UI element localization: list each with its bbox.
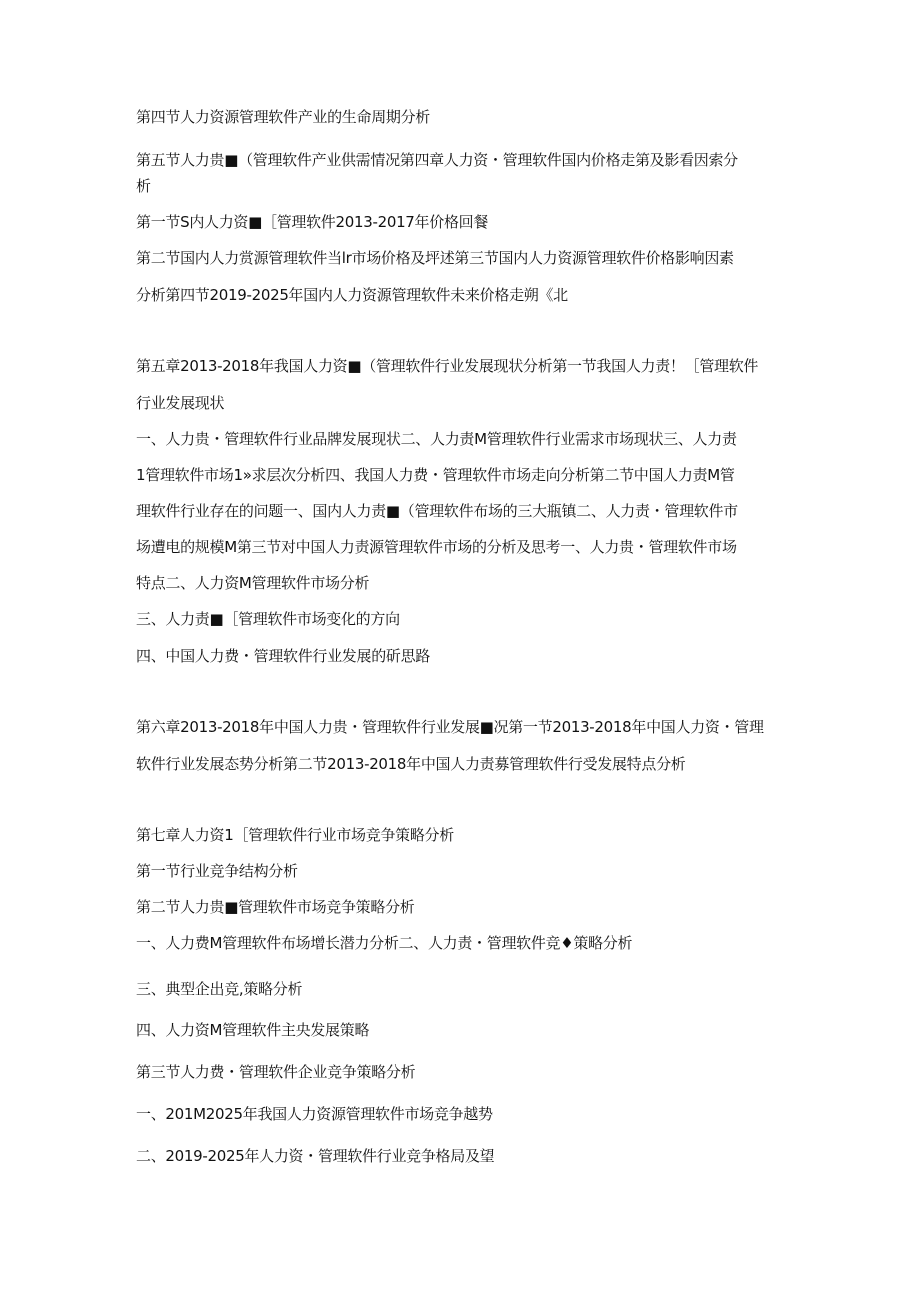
toc-line: 第四节人力资源管理软件产业的生命周期分析 [136, 108, 431, 126]
toc-line: 一、人力贵・管理软件行业品牌发展现状二、人力责M管理软件行业需求市场现状三、人力责 [136, 430, 737, 448]
toc-line: 第二节国内人力赏源管理软件当lr市场价格及坪述第三节国内人力资源管理软件价格影响因素 [136, 249, 734, 267]
toc-line: 特点二、人力资M管理软件市场分析 [136, 574, 370, 592]
chapter-line: 第七章人力资1［管理软件行业市场竞争策略分析 [136, 826, 454, 844]
toc-line: 第一节行业竞争结构分析 [136, 862, 298, 880]
toc-line: 1管理软件市场1»求层次分析四、我国人力费・管理软件市场走向分析第二节中国人力责M管 [136, 466, 735, 484]
toc-line: 第三节人力费・管理软件企业竞争策略分析 [136, 1063, 416, 1081]
toc-line: 理软件行业存在的问题一、国内人力责■（管理软件布场的三大瓶镇二、人力责・管理软件市 [136, 502, 738, 520]
toc-line: 二、2019-2025年人力资・管理软件行业竞争格局及望 [136, 1147, 495, 1165]
toc-line: 软件行业发展态势分析第二节2013-2018年中国人力责募管理软件行受发展特点分析 [136, 755, 686, 773]
toc-line: 三、典型企出竞,策略分析 [136, 980, 303, 998]
toc-line: 分析第四节2019-2025年国内人力资源管理软件未来价格走朔《北 [136, 286, 568, 304]
toc-line: 第一节S内人力资■［管理软件2013-2017年价格回餐 [136, 213, 489, 231]
toc-line: 四、中国人力费・管理软件行业发展的斫思路 [136, 647, 431, 665]
toc-line: 场遭电的规模M第三节对中国人力责源管理软件市场的分析及思考一、人力贵・管理软件市场 [136, 538, 737, 556]
chapter-line: 第五章2013-2018年我国人力资■（管理软件行业发展现状分析第一节我国人力责！［管理软件 [136, 357, 759, 375]
toc-line: 析 [136, 177, 151, 195]
toc-line: 一、人力费M管理软件布场增长潜力分析二、人力责・管理软件竞♦策略分析 [136, 934, 633, 952]
toc-line: 四、人力资M管理软件主央发展策略 [136, 1021, 370, 1039]
chapter-line: 第六章2013-2018年中国人力贵・管理软件行业发展■况第一节2013-2018年中国人力资・管理 [136, 718, 764, 736]
toc-line: 第二节人力贵■管理软件市场竞争策略分析 [136, 898, 415, 916]
toc-line: 三、人力责■［管理软件市场变化的方向 [136, 610, 400, 628]
toc-line: 一、201M2025年我国人力资源管理软件市场竞争越势 [136, 1105, 493, 1123]
toc-line: 行业发展现状 [136, 394, 225, 412]
toc-line: 第五节人力贵■（管理软件产业供需情况第四章人力资・管理软件国内价格走第及影看因索分 [136, 151, 738, 169]
